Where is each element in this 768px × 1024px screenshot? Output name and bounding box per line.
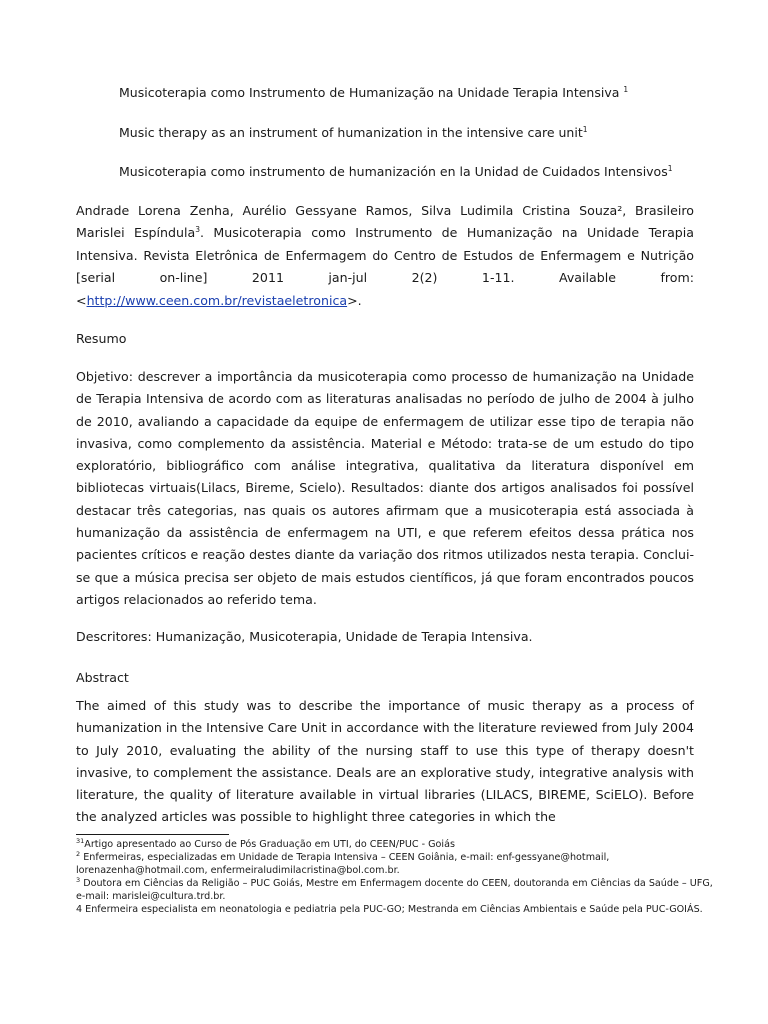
title-portuguese — [119, 84, 739, 102]
resumo-body: Objetivo: descrever a importância da musicoterapia como processo de humanização na Unidade de Terapia Intensiva de acordo com as literaturas analisadas no período de julho de 2004 à julho de 2010, avaliando a capacidade da equipe de enfermagem de utilizar esse tipo de terapia não invasiva, como complemento da assistência. Material e Método: trata-se de um estudo do tipo exploratório, bibliográfico com análise integrativa, qualitativa da literatura disponível em bibliotecas virtuais(Lilacs, Bireme, Scielo). Resultados: diante dos artigos analisados foi possível destacar três categorias, nas quais os autores afirmam que a musicoterapia está associada à humanização da assistência de enfermagem na UTI, e que referem efeitos dessa prática nos pacientes críticos e reação destes diante da variação dos ritmos utilizados nesta terapia. Conclui-se que a música precisa ser objeto de mais estudos científicos, já que foram encontrados poucos artigos relacionados ao referido tema. — [76, 369, 694, 607]
footnote-ref: 1 — [582, 125, 588, 134]
title-english-text: Music therapy as an instrument of humanization in the intensive care unit — [119, 125, 583, 140]
footnote-2 — [76, 851, 716, 877]
title-english — [119, 124, 739, 142]
title-spanish — [119, 163, 739, 181]
footnote-mark: 3 — [76, 876, 81, 885]
footnotes — [76, 838, 716, 917]
resumo-heading: Resumo — [76, 331, 127, 346]
footnote-text: Artigo apresentado ao Curso de Pós Graduação em UTI, do CEEN/PUC - Goiás — [84, 839, 455, 850]
footnote-ref: 1 — [623, 85, 629, 94]
footnote-ref: 3 — [195, 225, 200, 235]
footnote-text: Enfermeiras, especializadas em Unidade de Terapia Intensiva – CEEN Goiânia, e-mail: enf-gessyane@hotmail, lorenazenha@hotmail.com, enfermeiraludimilacristina@bol.com.br. — [76, 852, 610, 877]
citation-text: . Musicoterapia como Instrumento de Humanização na Unidade Terapia Intensiva. Revista Eletrônica de Enfermagem do Centro de Estudos de Enfermagem e Nutrição [serial on-line] 2011 jan-jul 2(2) 1-11. Available from: < — [76, 225, 695, 308]
footnote-mark: 31 — [76, 837, 85, 845]
footnote-4 — [76, 903, 716, 916]
footnote-3 — [76, 877, 716, 903]
footnote-ref: 1 — [667, 164, 673, 173]
citation-tail: >. — [347, 292, 362, 308]
title-portuguese-text: Musicoterapia como Instrumento de Humanização na Unidade Terapia Intensiva — [119, 85, 620, 100]
footnote-text: Doutora em Ciências da Religião – PUC Goiás, Mestre em Enfermagem docente do CEEN, doutoranda em Ciências da Saúde – UFG, e-mail: marislei@cultura.trd.br. — [76, 878, 713, 903]
journal-link[interactable]: http://www.ceen.com.br/revistaeletronica — [86, 292, 348, 308]
title-spanish-text: Musicoterapia como instrumento de humanización en la Unidad de Cuidados Intensivos — [119, 164, 668, 179]
descritores: Descritores: Humanização, Musicoterapia, Unidade de Terapia Intensiva. — [76, 629, 533, 644]
footnote-divider — [76, 834, 229, 835]
footnote-1 — [76, 838, 716, 851]
abstract-body: The aimed of this study was to describe the importance of music therapy as a process of humanization in the Intensive Care Unit in accordance with the literature reviewed from July 2004 to July 2010, evaluating the ability of the nursing staff to use this type of therapy doesn't invasive, to complement the assistance. Deals are an explorative study, integrative analysis with literature, the quality of literature available in virtual libraries (LILACS, BIREME, SciELO). Before the analyzed articles was possible to highlight three categories in which the — [76, 698, 694, 825]
footnote-mark: 2 — [76, 850, 81, 859]
footnote-text: 4 Enfermeira especialista em neonatologia e pediatria pela PUC-GO; Mestranda em Ciências Ambientais e Saúde pela PUC-GOIÁS. — [76, 904, 703, 916]
citation — [76, 200, 694, 312]
abstract-heading: Abstract — [76, 670, 129, 685]
citation-authors: Andrade Lorena Zenha, Aurélio Gessyane Ramos, Silva Ludimila Cristina Souza², Brasileiro Marislei Espíndula — [76, 203, 694, 241]
